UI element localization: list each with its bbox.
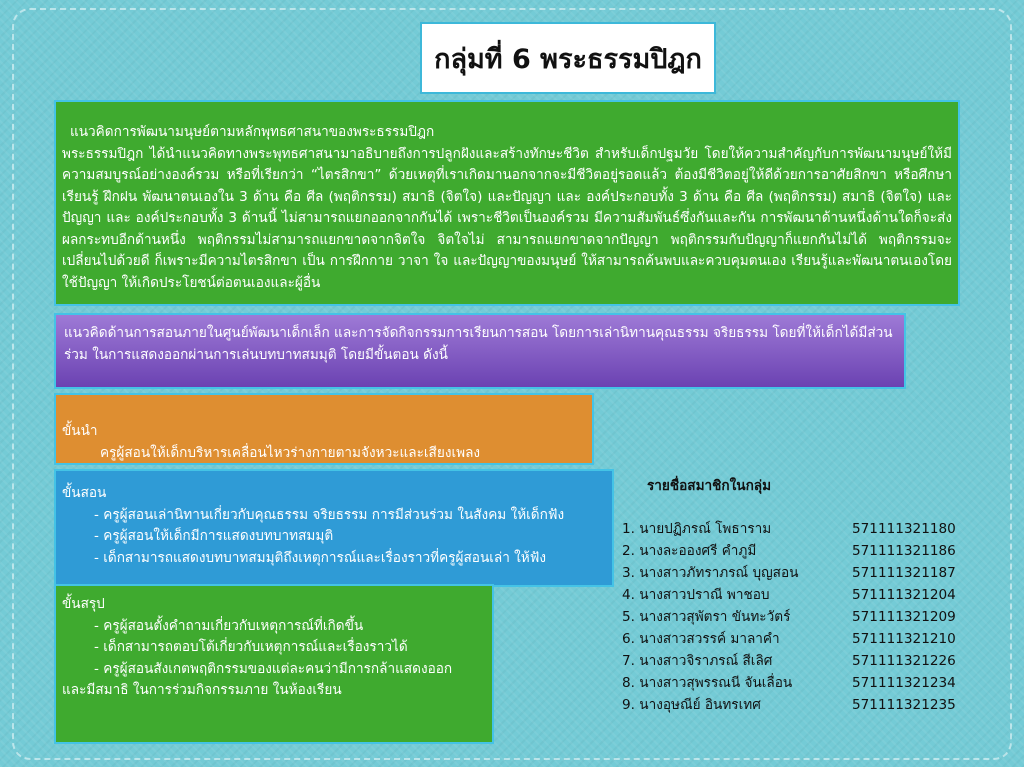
step-teach-label: ขั้นสอน bbox=[62, 485, 107, 501]
title-box bbox=[420, 22, 716, 94]
member-id: 571111321209 bbox=[852, 609, 956, 625]
step-conclude-item: - เด็กสามารถตอบโต้เกี่ยวกับเหตุการณ์และเรื่องราวได้ bbox=[94, 639, 408, 655]
member-name: 6. นางสาวสวรรค์ มาลาคำ bbox=[622, 631, 780, 647]
member-name: 4. นางสาวปราณี พาชอบ bbox=[622, 587, 770, 603]
member-id: 571111321180 bbox=[852, 521, 956, 537]
step-intro-label: ขั้นนำ bbox=[62, 423, 98, 439]
concept-trisikkha-box bbox=[54, 100, 960, 306]
member-id: 571111321210 bbox=[852, 631, 956, 647]
member-row bbox=[622, 628, 992, 650]
member-list-title: รายชื่อสมาชิกในกลุ่ม bbox=[647, 478, 772, 494]
member-row bbox=[622, 672, 992, 694]
member-id: 571111321187 bbox=[852, 565, 956, 581]
member-id: 571111321234 bbox=[852, 675, 956, 691]
member-name: 2. นางละอองศรี คำภูมี bbox=[622, 543, 757, 559]
step-teach-item: - เด็กสามารถแสดงบทบาทสมมุติถึงเหตุการณ์และเรื่องราวที่ครูผู้สอนเล่า ให้ฟัง bbox=[94, 549, 547, 566]
member-row bbox=[622, 540, 992, 562]
member-name: 7. นางสาวจิราภรณ์ สีเลิศ bbox=[622, 653, 773, 669]
member-id: 571111321186 bbox=[852, 543, 956, 559]
step-conclude-item: - ครูผู้สอนตั้งคำถามเกี่ยวกับเหตุการณ์ที่เกิดขึ้น bbox=[94, 617, 364, 634]
concept-heading: แนวคิดการพัฒนามนุษย์ตามหลักพุทธศาสนาของพระธรรมปิฎก bbox=[70, 124, 435, 140]
step-teach-item: - ครูผู้สอนเล่านิทานเกี่ยวกับคุณธรรม จริยธรรม การมีส่วนร่วม ในสังคม ให้เด็กฟัง bbox=[94, 506, 565, 523]
step-conclude-tail: และมีสมาธิ ในการร่วมกิจกรรมภาย ในห้องเรียน bbox=[62, 682, 342, 698]
member-row bbox=[622, 562, 992, 584]
member-row bbox=[622, 606, 992, 628]
member-name: 3. นางสาวภัทราภรณ์ บุญสอน bbox=[622, 565, 799, 581]
member-name: 8. นางสาวสุพรรณนี จันเลื่อน bbox=[622, 675, 793, 691]
page-title: กลุ่มที่ 6 พระธรรมปิฎก bbox=[434, 43, 702, 75]
step-conclude-item: - ครูผู้สอนสังเกตพฤติกรรมของแต่ละคนว่ามีการกล้าแสดงออก bbox=[94, 660, 453, 677]
member-row bbox=[622, 518, 992, 540]
member-id: 571111321204 bbox=[852, 587, 956, 603]
member-list bbox=[622, 474, 992, 716]
member-row bbox=[622, 650, 992, 672]
member-name: 5. นางสาวสุพัตรา ขันทะวัตร์ bbox=[622, 609, 791, 625]
step-conclude-box bbox=[54, 584, 494, 744]
teaching-concept-box bbox=[54, 313, 906, 389]
member-name: 1. นายปฏิภรณ์ โพธาราม bbox=[622, 521, 772, 537]
member-name: 9. นางอุษณีย์ อินทรเทศ bbox=[622, 697, 761, 713]
member-row bbox=[622, 584, 992, 606]
teaching-concept-text: แนวคิดด้านการสอนภายในศูนย์พัฒนาเด็กเล็ก และการจัดกิจกรรมการเรียนการสอน โดยการเล่านิทานคุณธรรม จริยธรรม โดยที่ให้เด็กได้มีส่วนร่วม ในการแสดงออกผ่านการเล่นบทบาทสมมุติ โดยมีขั้นตอน ดังนี้ bbox=[64, 325, 893, 363]
step-teach-item: - ครูผู้สอนให้เด็กมีการแสดงบทบาทสมมุติ bbox=[94, 528, 334, 544]
member-id: 571111321235 bbox=[852, 697, 956, 713]
step-intro-box bbox=[54, 393, 594, 465]
step-intro-text: ครูผู้สอนให้เด็กบริหารเคลื่อนไหวร่างกายตามจังหวะและเสียงเพลง bbox=[100, 444, 481, 461]
step-conclude-label: ขั้นสรุป bbox=[62, 596, 105, 612]
member-row bbox=[622, 694, 992, 716]
member-id: 571111321226 bbox=[852, 653, 956, 669]
step-teach-box bbox=[54, 469, 614, 587]
concept-body: พระธรรมปิฎก ได้นำแนวคิดทางพระพุทธศาสนามาอธิบายถึงการปลูกฝังและสร้างทักษะชีวิต สำหรับเด็กปฐมวัย โดยให้ความสำคัญกับการพัฒนามนุษย์ให้มีความสมบูรณ์อย่างองค์รวม หรือที่เรียกว่า “ไตรสิกขา” ด้วยเหตุที่เราเกิดมานอกจากจะมีชีวิตอยู่รอดแล้ว ต้องมีชีวิตอยู่ให้ดีด้วยการอาศัยสิกขา หรือศึกษา เรียนรู้ ฝึกฝน พัฒนาตนเองใน 3 ด้าน คือ ศีล (พฤติกรรม) สมาธิ (จิตใจ) และปัญญา และ องค์ประกอบทั้ง 3 ด้าน คือ ศีล (พฤติกรรม) สมาธิ (จิตใจ) และปัญญา และ องค์ประกอบทั้ง 3 ด้านนี้ ไม่สามารถแยกออกจากกันได้ เพราะชีวิตเป็นองค์รวม มีความสัมพันธ์ซึ่งกันและกัน การพัฒนาด้านหนึ่งด้านใดก็จะส่งผลกระทบอีกด้านหนึ่ง พฤติกรรมไม่สามารถแยกขาดจากจิตใจ จิตใจไม่ สามารถแยกขาดจากปัญญา พฤติกรรมกับปัญญาก็แยกกันไม่ได้ พฤติกรรมจะเปลี่ยนไปด้วยดี ก็เพราะมีความไตรสิกขา เป็น การฝึกกาย วาจา ใจ และปัญญาของมนุษย์ ให้สามารถค้นพบและควบคุมตนเอง เรียนรู้และพัฒนาตนเองโดยใช้ปัญญา ให้เกิดประโยชน์ต่อตนเองและผู้อื่น bbox=[62, 145, 952, 291]
